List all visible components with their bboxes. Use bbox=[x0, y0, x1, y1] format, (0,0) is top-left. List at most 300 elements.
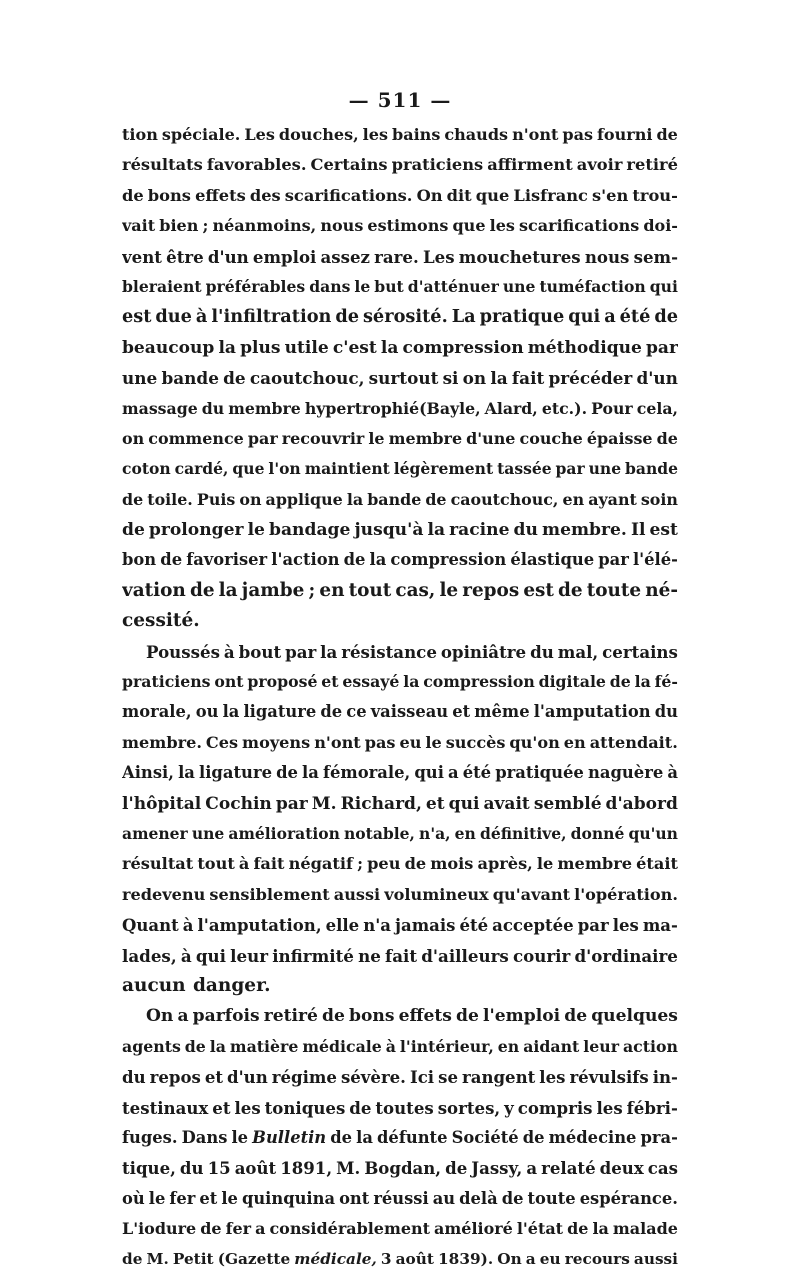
word: une bbox=[191, 823, 225, 843]
word: de bbox=[200, 1219, 222, 1239]
word: en bbox=[562, 489, 585, 509]
word: membre. bbox=[122, 732, 202, 752]
text-line bbox=[122, 394, 678, 424]
word: ; bbox=[357, 854, 364, 874]
word: sortes, bbox=[437, 1097, 501, 1118]
word: qui bbox=[195, 945, 226, 966]
text-line bbox=[122, 1153, 678, 1183]
word: et bbox=[199, 1188, 218, 1208]
word: fuges. bbox=[122, 1127, 178, 1147]
word: août bbox=[395, 1250, 434, 1269]
word: aidant bbox=[523, 1036, 580, 1056]
word: bandage bbox=[269, 520, 351, 541]
word: de bbox=[349, 1097, 372, 1118]
word: d'une bbox=[466, 428, 516, 448]
text-line bbox=[122, 1001, 678, 1031]
text-line bbox=[122, 1214, 678, 1244]
word: de bbox=[564, 1006, 588, 1027]
word: de bbox=[322, 1006, 345, 1027]
text-line bbox=[122, 819, 678, 849]
word: ou bbox=[195, 702, 219, 722]
word: bon bbox=[122, 550, 157, 570]
word: où bbox=[122, 1188, 145, 1208]
word: amélioration bbox=[228, 823, 340, 843]
word: cas bbox=[647, 1158, 678, 1179]
word: du bbox=[513, 520, 538, 541]
word: de bbox=[335, 306, 360, 328]
word: de bbox=[184, 1036, 206, 1056]
text-line bbox=[122, 606, 678, 636]
word: on bbox=[462, 368, 487, 389]
word: Puis bbox=[196, 489, 236, 509]
word: de bbox=[223, 368, 246, 389]
word: (Gazette bbox=[217, 1250, 291, 1269]
text-line bbox=[122, 120, 678, 150]
text-line bbox=[122, 150, 678, 180]
word: toute bbox=[586, 579, 642, 601]
word: quelques bbox=[591, 1006, 678, 1027]
word: Société bbox=[451, 1127, 519, 1147]
word: de bbox=[656, 125, 678, 144]
word: sérosité. bbox=[362, 306, 448, 328]
word: la bbox=[218, 579, 238, 601]
word: la bbox=[403, 672, 420, 692]
word: si bbox=[442, 368, 459, 389]
word: n'ont bbox=[512, 125, 559, 144]
text-line bbox=[122, 545, 678, 575]
word: cardé, bbox=[174, 459, 229, 479]
word: tique, bbox=[122, 1158, 176, 1179]
word: opiniâtre bbox=[440, 641, 527, 662]
word: M. bbox=[336, 1158, 361, 1179]
word: toutes bbox=[375, 1097, 434, 1118]
word: effets bbox=[398, 1006, 452, 1027]
word: par bbox=[555, 459, 585, 479]
word: mois bbox=[430, 854, 474, 874]
word: applique bbox=[265, 489, 343, 509]
word: assez bbox=[320, 246, 370, 267]
word: les bbox=[612, 915, 639, 936]
word: mouchetures bbox=[458, 246, 581, 267]
word: rare. bbox=[374, 246, 419, 267]
word: favoriser bbox=[186, 550, 268, 570]
word: l'opération. bbox=[574, 884, 678, 904]
word: résistance bbox=[341, 641, 437, 662]
word: d'un bbox=[207, 246, 249, 267]
word: été bbox=[462, 763, 492, 783]
word: médicale, bbox=[294, 1250, 377, 1269]
word: de bbox=[501, 1188, 524, 1208]
word: coton bbox=[122, 459, 171, 479]
word: de bbox=[445, 1158, 468, 1179]
word: et bbox=[204, 1067, 224, 1088]
word: élastique bbox=[510, 550, 595, 570]
word: cas, bbox=[395, 579, 436, 601]
word: avait bbox=[483, 793, 530, 814]
word: de bbox=[343, 550, 366, 570]
text-line bbox=[122, 849, 678, 879]
word: beaucoup bbox=[122, 337, 215, 358]
word: néanmoins, bbox=[212, 216, 317, 236]
word: eu bbox=[539, 1250, 561, 1269]
word: c'est bbox=[332, 337, 377, 358]
word: favorables. bbox=[206, 155, 307, 175]
word: Certains bbox=[310, 155, 388, 175]
word: la bbox=[380, 337, 399, 358]
word: définitive, bbox=[479, 823, 567, 843]
word: la bbox=[302, 763, 319, 783]
text-line bbox=[122, 454, 678, 484]
word: fer bbox=[169, 1188, 196, 1208]
word: sévère. bbox=[340, 1067, 406, 1088]
word: membre bbox=[228, 398, 301, 418]
word: plus bbox=[240, 337, 281, 358]
text-line bbox=[122, 485, 678, 515]
word: in- bbox=[652, 1067, 678, 1088]
word: du bbox=[654, 702, 678, 722]
word: essayé bbox=[342, 672, 400, 692]
word: jamais bbox=[395, 915, 456, 936]
word: des bbox=[249, 185, 281, 205]
word: avoir bbox=[576, 155, 623, 175]
word: l'intérieur, bbox=[399, 1036, 494, 1056]
body-text bbox=[122, 120, 678, 1275]
word: de bbox=[122, 1250, 143, 1269]
word: scarifications bbox=[518, 216, 640, 236]
word: le bbox=[231, 1127, 249, 1147]
word: danger. bbox=[193, 974, 271, 996]
word: à bbox=[180, 945, 192, 966]
word: a bbox=[525, 1250, 536, 1269]
word: ont bbox=[339, 1188, 370, 1208]
word: de bbox=[654, 306, 678, 328]
word: l'action bbox=[271, 550, 340, 570]
word: hypertrophié(Bayle, bbox=[304, 398, 481, 418]
word: semblé bbox=[533, 793, 602, 814]
word: même bbox=[474, 702, 530, 722]
word: Bulletin bbox=[252, 1127, 327, 1147]
word: résultats bbox=[122, 155, 203, 175]
text-line bbox=[122, 242, 678, 272]
word: méthodique bbox=[527, 337, 642, 358]
word: de bbox=[122, 520, 145, 541]
word: Pour bbox=[591, 398, 633, 418]
word: fé- bbox=[654, 672, 678, 692]
word: bons bbox=[147, 185, 191, 205]
word: régime bbox=[271, 1067, 337, 1088]
word: Les bbox=[244, 125, 275, 144]
word: amélioré bbox=[434, 1219, 513, 1239]
text-line bbox=[122, 667, 678, 697]
text-line bbox=[122, 1123, 678, 1153]
word: de bbox=[456, 1006, 479, 1027]
word: et bbox=[452, 702, 471, 722]
word: Alard, bbox=[484, 398, 538, 418]
word: rangent bbox=[462, 1067, 536, 1088]
word: négatif bbox=[288, 854, 353, 874]
text-line bbox=[122, 211, 678, 241]
word: y bbox=[504, 1097, 514, 1118]
word: naguère bbox=[587, 763, 664, 783]
word: n'a, bbox=[419, 823, 451, 843]
word: à bbox=[195, 306, 208, 328]
word: le bbox=[148, 1188, 166, 1208]
word: défunte bbox=[377, 1127, 448, 1147]
word: fer bbox=[225, 1219, 252, 1239]
word: tuméfaction bbox=[539, 276, 646, 296]
word: lades, bbox=[122, 945, 177, 966]
word: les bbox=[234, 1097, 261, 1118]
word: les bbox=[596, 1097, 623, 1118]
word: aussi bbox=[333, 884, 381, 904]
word: à bbox=[667, 763, 678, 783]
word: les bbox=[362, 125, 388, 144]
word: du bbox=[201, 398, 225, 418]
word: par bbox=[598, 550, 629, 570]
word: qui bbox=[414, 763, 444, 783]
word: racine bbox=[449, 520, 510, 541]
word: le bbox=[368, 428, 385, 448]
word: tion bbox=[122, 125, 158, 144]
word: espérance. bbox=[579, 1188, 678, 1208]
word: retiré bbox=[263, 1006, 318, 1027]
word: d'un bbox=[636, 368, 678, 389]
word: ce bbox=[346, 702, 367, 722]
word: ; bbox=[202, 216, 209, 236]
word: doi- bbox=[643, 216, 678, 236]
word: bleraient bbox=[122, 276, 202, 296]
word: l'élé- bbox=[632, 550, 678, 570]
word: donné bbox=[570, 823, 625, 843]
word: d'atténuer bbox=[407, 276, 499, 296]
word: le bbox=[536, 854, 554, 874]
word: à bbox=[385, 1036, 396, 1056]
word: la bbox=[346, 489, 364, 509]
word: une bbox=[502, 276, 536, 296]
word: d'ordinaire bbox=[574, 945, 678, 966]
word: aussi bbox=[633, 1250, 678, 1269]
word: Lisfranc bbox=[513, 185, 588, 205]
word: d'un bbox=[227, 1067, 268, 1088]
word: une bbox=[122, 368, 158, 389]
word: bande bbox=[625, 459, 678, 479]
word: que bbox=[232, 459, 265, 479]
word: par bbox=[577, 915, 609, 936]
word: en bbox=[319, 579, 345, 601]
word: redevenu bbox=[122, 884, 206, 904]
word: mal, bbox=[557, 641, 599, 662]
word: utile bbox=[284, 337, 329, 358]
word: ; bbox=[308, 579, 316, 601]
word: tout bbox=[197, 854, 235, 874]
word: couche bbox=[519, 428, 583, 448]
word: d'abord bbox=[605, 793, 678, 814]
word: été bbox=[619, 306, 651, 328]
word: retiré bbox=[626, 155, 678, 175]
word: sem- bbox=[633, 246, 678, 267]
page-number: — 511 — bbox=[348, 88, 452, 112]
word: pra- bbox=[640, 1127, 678, 1147]
word: vait bbox=[122, 216, 156, 236]
word: bande bbox=[161, 368, 219, 389]
word: la bbox=[209, 1036, 226, 1056]
word: de bbox=[404, 854, 427, 874]
word: bains bbox=[392, 125, 441, 144]
text-line bbox=[122, 363, 678, 393]
word: et bbox=[321, 672, 339, 692]
word: et bbox=[212, 1097, 231, 1118]
word: due bbox=[155, 306, 192, 328]
word: vent bbox=[122, 246, 162, 267]
word: amener bbox=[122, 823, 188, 843]
word: fait bbox=[253, 854, 285, 874]
word: compris bbox=[517, 1097, 593, 1118]
word: 1839). bbox=[438, 1250, 494, 1269]
word: La bbox=[451, 306, 476, 328]
word: M. bbox=[311, 793, 337, 814]
word: de bbox=[522, 1127, 545, 1147]
word: On bbox=[146, 1006, 174, 1027]
word: ligature bbox=[243, 702, 317, 722]
word: bande bbox=[367, 489, 422, 509]
text-line bbox=[122, 880, 678, 910]
word: fourni bbox=[597, 125, 653, 144]
word: considérablement bbox=[269, 1219, 431, 1239]
word: par bbox=[285, 641, 317, 662]
word: de bbox=[160, 550, 183, 570]
word: en bbox=[454, 823, 476, 843]
word: nous bbox=[320, 216, 364, 236]
word: Bogdan, bbox=[364, 1158, 442, 1179]
word: le bbox=[439, 579, 459, 601]
word: par bbox=[247, 428, 278, 448]
word: toile. bbox=[147, 489, 193, 509]
word: ont bbox=[214, 672, 244, 692]
word: était bbox=[636, 854, 678, 874]
word: en bbox=[563, 732, 586, 752]
word: du bbox=[179, 1158, 204, 1179]
text-line bbox=[122, 1244, 678, 1274]
text-line bbox=[122, 728, 678, 758]
word: n'a bbox=[363, 915, 391, 936]
word: L'iodure bbox=[122, 1219, 197, 1239]
word: l'emploi bbox=[483, 1006, 561, 1027]
word: leur bbox=[583, 1036, 620, 1056]
text-line bbox=[122, 333, 678, 363]
word: bien bbox=[159, 216, 199, 236]
word: a bbox=[448, 763, 459, 783]
text-line bbox=[122, 1032, 678, 1062]
word: résultat bbox=[122, 854, 194, 874]
word: pas bbox=[364, 732, 396, 752]
word: relaté bbox=[541, 1158, 596, 1179]
word: ne bbox=[358, 945, 381, 966]
word: repos bbox=[462, 579, 520, 601]
word: scarifications. bbox=[284, 185, 413, 205]
word: on bbox=[239, 489, 262, 509]
text-line bbox=[122, 272, 678, 302]
word: estimons bbox=[367, 216, 449, 236]
word: l'état bbox=[516, 1219, 564, 1239]
word: commence bbox=[148, 428, 244, 448]
word: pratique bbox=[479, 306, 565, 328]
word: bout bbox=[238, 641, 282, 662]
word: Petit bbox=[172, 1250, 214, 1269]
word: Dans bbox=[181, 1127, 228, 1147]
word: la bbox=[490, 368, 508, 389]
word: praticiens bbox=[122, 672, 211, 692]
word: du bbox=[122, 1067, 146, 1088]
word: le bbox=[221, 1188, 238, 1208]
word: membre bbox=[557, 854, 633, 874]
word: 15 bbox=[207, 1158, 231, 1179]
word: l'infiltration bbox=[211, 306, 332, 328]
word: digitale bbox=[538, 672, 606, 692]
word: delà bbox=[459, 1188, 498, 1208]
text-line bbox=[122, 971, 678, 1001]
text-line bbox=[122, 576, 678, 606]
word: de bbox=[425, 489, 447, 509]
text-line bbox=[122, 910, 678, 940]
word: peu bbox=[367, 854, 401, 874]
word: médecine bbox=[548, 1127, 637, 1147]
word: qui bbox=[568, 306, 601, 328]
word: malade bbox=[612, 1219, 678, 1239]
word: fait bbox=[511, 368, 545, 389]
word: ayant bbox=[588, 489, 637, 509]
word: vaisseau bbox=[370, 702, 449, 722]
word: nous bbox=[584, 246, 630, 267]
word: août bbox=[234, 1158, 277, 1179]
word: à bbox=[238, 854, 250, 874]
word: recours bbox=[564, 1250, 630, 1269]
word: est bbox=[649, 520, 678, 541]
word: trou- bbox=[632, 185, 678, 205]
word: courir bbox=[512, 945, 571, 966]
word: préférables bbox=[205, 276, 306, 296]
word: la bbox=[320, 641, 338, 662]
word: de bbox=[330, 1127, 353, 1147]
word: de bbox=[122, 185, 144, 205]
word: on bbox=[122, 428, 145, 448]
word: de bbox=[276, 763, 298, 783]
word: soin bbox=[640, 489, 678, 509]
word: maintient bbox=[304, 459, 390, 479]
word: la bbox=[427, 520, 446, 541]
word: affirment bbox=[487, 155, 573, 175]
word: morale, bbox=[122, 702, 192, 722]
word: membre. bbox=[541, 520, 627, 541]
word: est bbox=[122, 306, 152, 328]
word: elle bbox=[325, 915, 360, 936]
word: chauds bbox=[444, 125, 509, 144]
word: compression bbox=[390, 550, 507, 570]
word: été bbox=[459, 915, 489, 936]
word: et bbox=[425, 793, 445, 814]
word: qui bbox=[448, 793, 480, 814]
word: action bbox=[622, 1036, 678, 1056]
word: le bbox=[354, 276, 371, 296]
word: la bbox=[178, 763, 195, 783]
word: de bbox=[558, 579, 583, 601]
word: la bbox=[356, 1127, 373, 1147]
word: fait bbox=[385, 945, 418, 966]
word: Ainsi, bbox=[122, 763, 174, 783]
word: quinquina bbox=[241, 1188, 335, 1208]
word: compression bbox=[423, 672, 535, 692]
word: a bbox=[177, 1006, 189, 1027]
word: de bbox=[122, 489, 144, 509]
